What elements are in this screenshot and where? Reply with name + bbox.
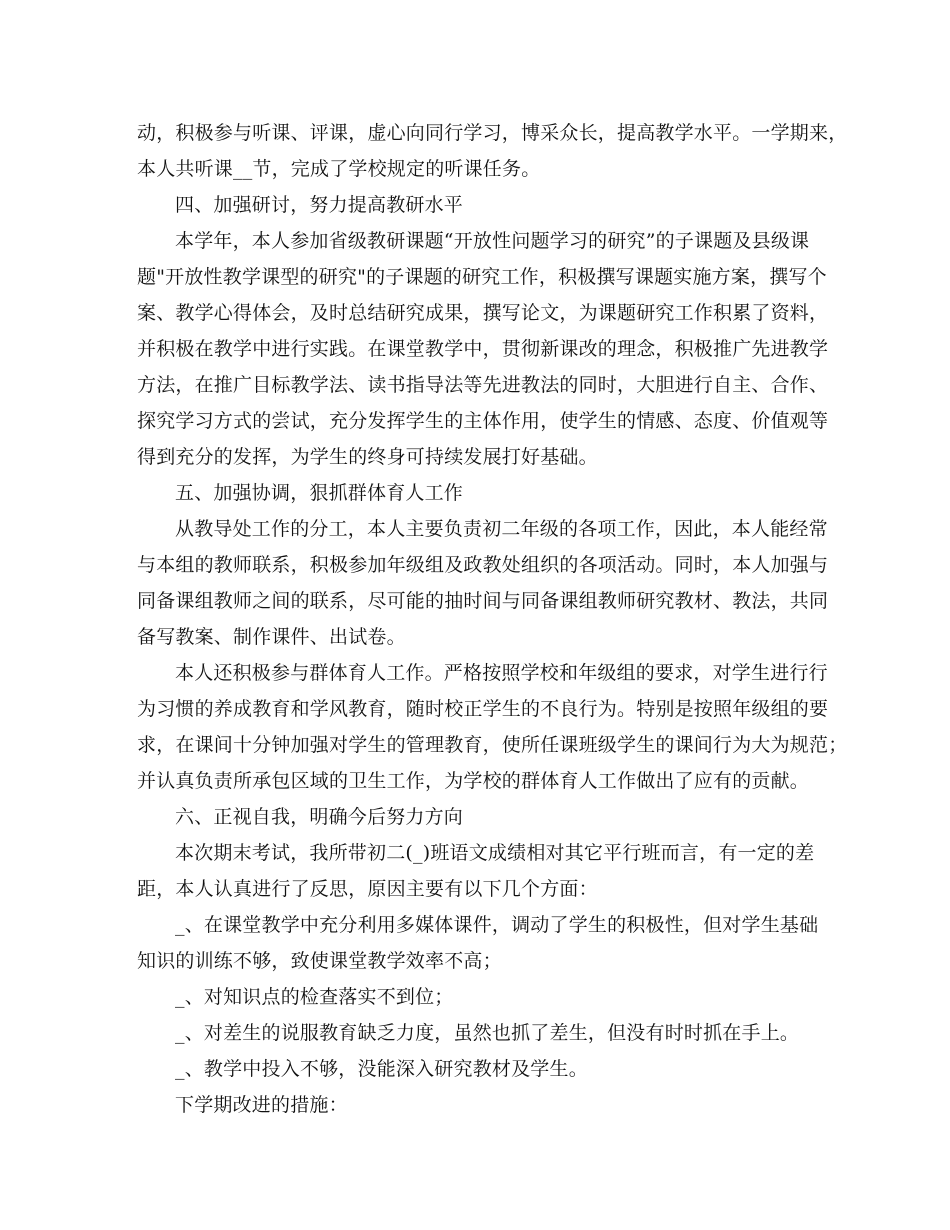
text-line: 动，积极参与听课、评课，虚心向同行学习，博采众长，提高教学水平。一学期来， (137, 122, 848, 144)
text-line: 探究学习方式的尝试，充分发挥学生的主体作用，使学生的情感、态度、价值观等 (137, 410, 829, 432)
text-line: 知识的训练不够，致使课堂教学效率不高； (137, 950, 502, 972)
text-line: 同备课组教师之间的联系，尽可能的抽时间与同备课组教师研究教材、教法，共同 (137, 590, 829, 612)
list-item: _、对差生的说服教育缺乏力度，虽然也抓了差生，但没有时时抓在手上。 (175, 1022, 800, 1044)
text-line: 为习惯的养成教育和学风教育，随时校正学生的不良行为。特别是按照年级组的要 (137, 698, 829, 720)
text-line: 本人还积极参与群体育人工作。严格按照学校和年级组的要求，对学生进行行 (175, 662, 828, 684)
text-line: 下学期改进的措施： (175, 1094, 348, 1116)
text-line: 与本组的教师联系，积极参加年级组及政教处组织的各项活动。同时，本人加强与 (137, 554, 829, 576)
list-item: _、在课堂教学中充分利用多媒体课件，调动了学生的积极性，但对学生基础 (175, 914, 819, 936)
text-line: 得到充分的发挥，为学生的终身可持续发展打好基础。 (137, 446, 598, 468)
text-line: 本次期末考试，我所带初二(_)班语文成绩相对其它平行班而言，有一定的差 (175, 842, 815, 864)
text-line: 案、教学心得体会，及时总结研究成果，撰写论文，为课题研究工作积累了资料， (137, 302, 829, 324)
section-heading: 四、加强研讨，努力提高教研水平 (175, 194, 464, 216)
text-line: 题"开放性教学课型的研究"的子课题的研究工作，积极撰写课题实施方案，撰写个 (137, 266, 827, 288)
text-line: 距，本人认真进行了反思，原因主要有以下几个方面： (137, 878, 598, 900)
text-line: 方法，在推广目标教学法、读书指导法等先进教法的同时，大胆进行自主、合作、 (137, 374, 829, 396)
text-line: 备写教案、制作课件、出试卷。 (137, 626, 406, 648)
text-line: 本人共听课__节，完成了学校规定的听课任务。 (137, 158, 541, 180)
text-line: 从教导处工作的分工，本人主要负责初二年级的各项工作，因此，本人能经常 (175, 518, 828, 540)
section-heading: 五、加强协调，狠抓群体育人工作 (175, 482, 464, 504)
text-line: 并认真负责所承包区域的卫生工作，为学校的群体育人工作做出了应有的贡献。 (137, 770, 810, 792)
text-line: 本学年，本人参加省级教研课题“开放性问题学习的研究”的子课题及县级课 (175, 230, 810, 252)
text-line: 求，在课间十分钟加强对学生的管理教育，使所任课班级学生的课间行为大为规范； (137, 734, 848, 756)
list-item: _、教学中投入不够，没能深入研究教材及学生。 (175, 1058, 588, 1080)
list-item: _、对知识点的检查落实不到位； (175, 986, 454, 1008)
text-line: 并积极在教学中进行实践。在课堂教学中，贯彻新课改的理念，积极推广先进教学 (137, 338, 829, 360)
section-heading: 六、正视自我，明确今后努力方向 (175, 806, 464, 828)
